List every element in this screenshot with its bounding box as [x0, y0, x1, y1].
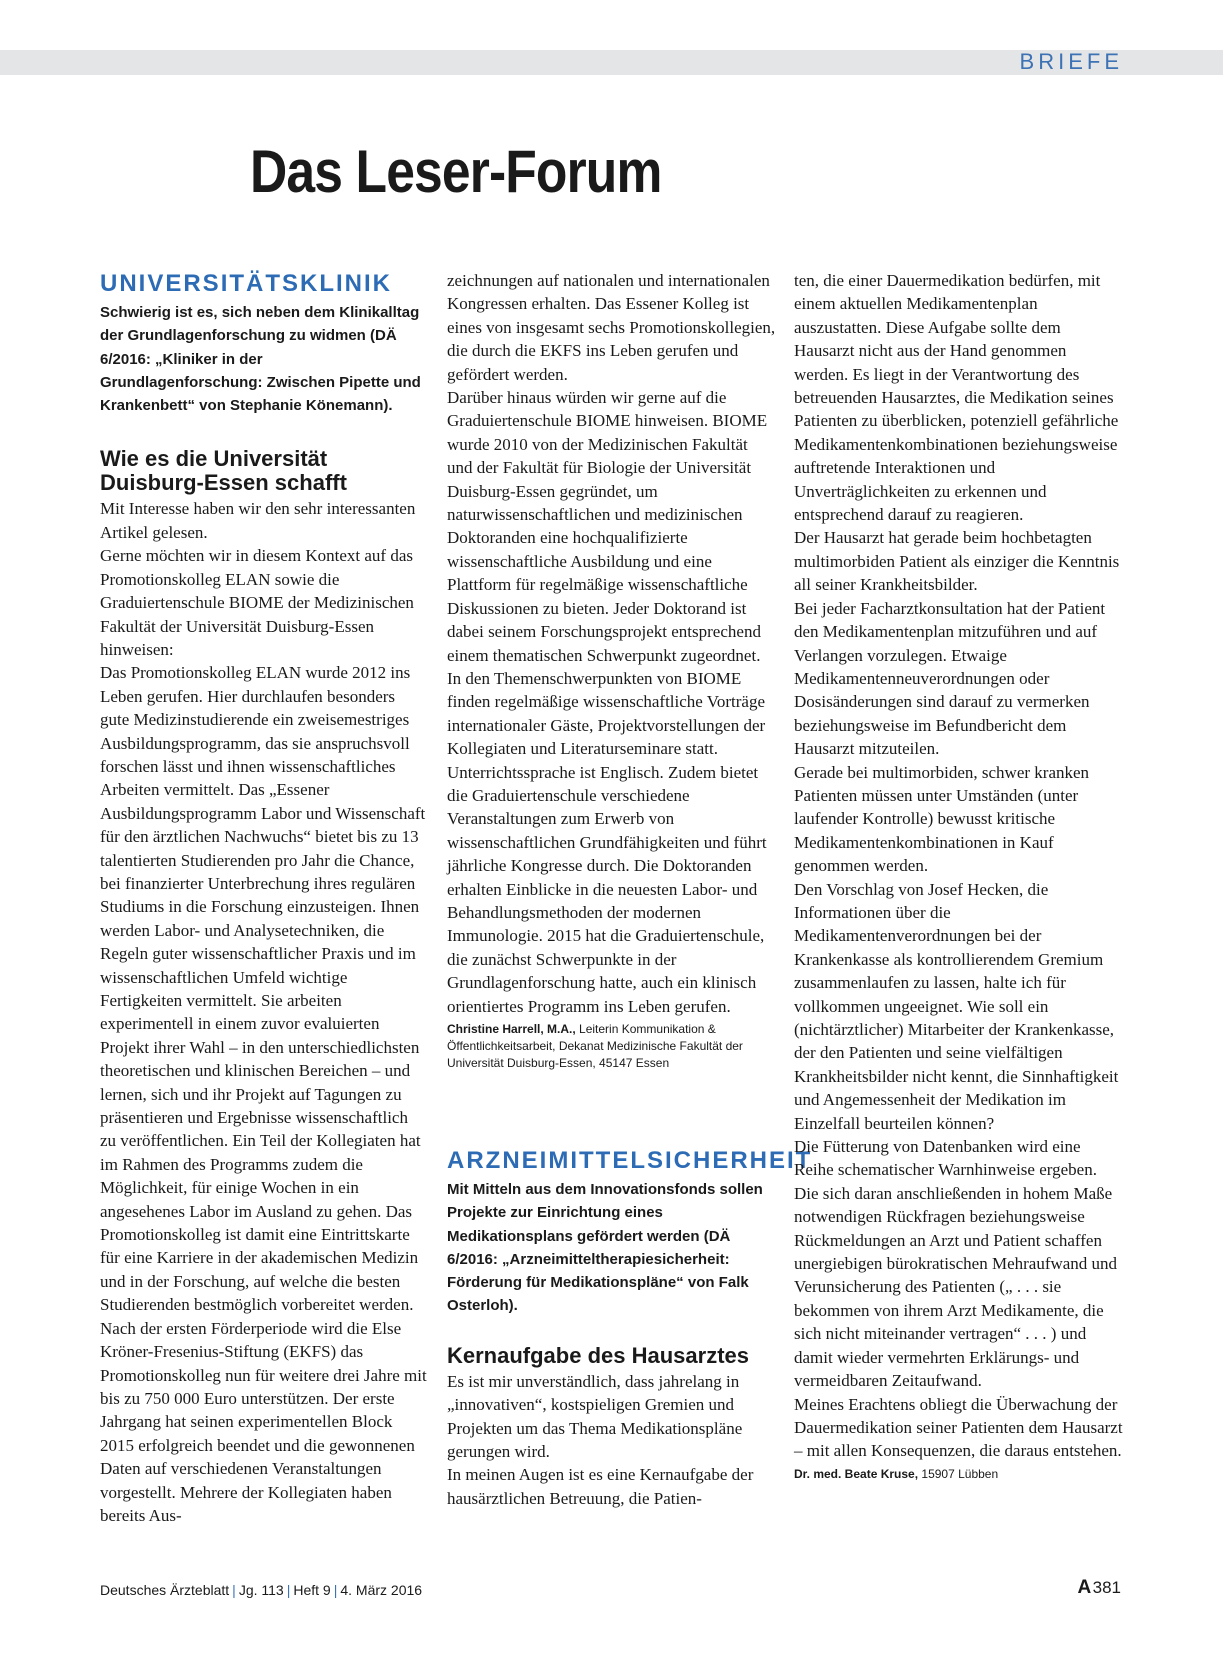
journal-volume: Jg. 113 [238, 1582, 284, 1598]
section-label: BRIEFE [1019, 49, 1123, 74]
letter1-lead: Schwierig ist es, sich neben dem Klinikalltag der Grundlagenforschung zu widmen (DÄ 6/2016: „Kliniker in der Grundlagenforschung: Zwischen Pipette und Krankenbett“ von Stephanie Könemann). [100, 304, 421, 415]
footer [100, 1580, 422, 1600]
paragraph: Bei jeder Facharztkonsultation hat der Patient den Medikamentenplan mitzuführen und auf Verlangen vorzulegen. Etwaige Medikamentenneuverordnungen oder Dosisänderungen sind darauf zu vermerken beziehungsweise im Befundbericht dem Hausarzt mitzuteilen. [794, 598, 1106, 759]
paragraph: Die Fütterung von Datenbanken wird eine Reihe schematischer Warnhinweise ergeben. Die sich daran anschließenden in hohem Maße notwendigen Rückfragen beziehungsweise Rückmeldungen an Arzt und Patient schaffen unergiebigen bürokratischen Mehraufwand und Verunsicherung des Patienten („ . . . sie bekommen von ihrem Arzt Medikamente, die sich nicht miteinander vertragen“ . . . ) und damit wieder vermehrten Erklärungs- und vermeidbaren Zeitaufwand. [794, 1137, 1118, 1391]
letter2-body-col2 [447, 1370, 777, 1510]
paragraph: Den Vorschlag von Josef Hecken, die Informationen über die Medikamentenverordnungen bei der Krankenkasse als kontrollierendem Gremium zusammenlaufen zu lassen, halte ich für vollkommen ungeeignet. Wie soll ein (nichtärztlicher) Mitarbeiter der Krankenkasse, der den Patienten und seine vielfältigen Krankheitsbilder nicht kennt, die Sinnhaftigkeit und Angemessenheit der Medikation im Einzelfall beurteilen können? [794, 879, 1119, 1133]
letter2-headline: Kernaufgabe des Hausarztes [447, 1342, 749, 1368]
page-title: Das Leser-Forum [250, 138, 662, 205]
signature-name: Christine Harrell, M.A., [447, 1022, 576, 1036]
page-number-value: 381 [1092, 1578, 1121, 1597]
journal-issue: Heft 9 [293, 1582, 331, 1598]
paragraph: Es ist mir unverständlich, dass jahrelang in „innovativen“, kostspieligen Gremien und Projekten um das Thema Medikationspläne gerungen wird. [447, 1371, 743, 1461]
footer-separator: | [333, 1582, 338, 1598]
paragraph: Gerne möchten wir in diesem Kontext auf das Promotionskolleg ELAN sowie die Graduiertenschule BIOME der Medizinischen Fakultät der Universität Duisburg-Essen hinweisen: [100, 546, 414, 659]
journal-name: Deutsches Ärzteblatt [100, 1582, 230, 1598]
column-1 [100, 269, 428, 1527]
paragraph: Der Hausarzt hat gerade beim hochbetagten multimorbiden Patient als einziger die Kenntnis all seiner Krankheitsbilder. [794, 528, 1120, 595]
column-2 [447, 269, 813, 1510]
signature-affiliation: 15907 Lübben [918, 1466, 999, 1481]
paragraph: Gerade bei multimorbiden, schwer kranken Patienten müssen unter Umständen (unter laufender Kontrolle) bewusst kritische Medikamentenkombinationen in Kauf genommen werden. [794, 762, 1090, 876]
letter1-signature [447, 1021, 777, 1072]
paragraph: Das Promotionskolleg ELAN wurde 2012 ins Leben gerufen. Hier durchlaufen besonders gute Medizinstudierende ein zweisemestriges Ausbildungsprogramm, das sie anspruchsvoll forschen lässt und ihnen wissenschaftliches Arbeiten vermittelt. Das „Essener Ausbildungsprogramm Labor und Wissenschaft für den ärztlichen Nachwuchs“ bietet bis zu 13 talentierten Studierenden pro Jahr die Chance, bei finanzierter Unterbrechung ihres regulären Studiums in die Forschung einzusteigen. Ihnen werden Labor- und Analysetechniken, die Regeln guter wissenschaftlicher Praxis und im wissenschaftlichen Umfeld wichtige Fertigkeiten vermittelt. Sie arbeiten experimentell in einem zuvor evaluierten Projekt ihrer Wahl – in den unterschiedlichsten theoretischen und klinischen Bereichen – und lernen, sich und ihr Projekt auf Tagungen zu präsentieren und Ergebnisse wissenschaftlich zu veröffentlichen. Ein Teil der Kollegiaten hat im Rahmen des Programms zudem die Möglichkeit, für einige Wochen in ein angesehenes Labor im Ausland zu gehen. Das Promotionskolleg ist damit eine Eintrittskarte für eine Karriere in der akademischen Medizin und in der Forschung, auf welche die besten Studierenden bestmöglich vorbereitet werden. Nach der ersten Förderperiode wird die Else Kröner-Fresenius-Stiftung (EKFS) das Promotionskolleg nun für weitere drei Jahre mit bis zu 750 000 Euro unterstützen. Der erste Jahrgang hat seinen experimentellen Block 2015 erfolgreich beendet und die gewonnenen Daten auf verschiedenen Veranstaltungen vorgestellt. Mehrere der Kollegiaten haben bereits Aus- [100, 663, 427, 1525]
signature-name: Dr. med. Beate Kruse, [794, 1466, 919, 1481]
letter2-lead: Mit Mitteln aus dem Innovationsfonds sollen Projekte zur Einrichtung eines Medikationsplans gefördert werden (DÄ 6/2016: „Arzneimitteltherapiesicherheit: Förderung für Medikationspläne“ von Falk Osterloh). [447, 1181, 763, 1315]
journal-date: 4. März 2016 [340, 1582, 423, 1598]
letter2-body-col3 [794, 269, 1124, 1463]
paragraph: ten, die einer Dauermedikation bedürfen, mit einem aktuellen Medikamentenplan auszustatten. Diese Aufgabe sollte dem Hausarzt nicht aus der Hand genommen werden. Es liegt in der Verantwortung des betreuenden Hausarztes, die Medikation seines Patienten zu überblicken, potenziell gefährliche Medikamentenkombinationen beziehungsweise auftretende Interaktionen und Unverträglichkeiten zu erkennen und entsprechend darauf zu reagieren. [794, 271, 1119, 525]
letter1-headline: Wie es die Universität Duisburg-Essen schafft [100, 446, 347, 496]
footer-separator: | [232, 1582, 236, 1598]
page-prefix: A [1077, 1577, 1092, 1598]
footer-separator: | [286, 1582, 291, 1598]
signature-affiliation: Leiterin Kommunikation & Öffentlichkeitsarbeit, Dekanat Medizinische Fakultät der Universität Duisburg-Essen, 45147 Essen [447, 1022, 743, 1070]
column-3 [794, 269, 1124, 1483]
paragraph: zeichnungen auf nationalen und internationalen Kongressen erhalten. Das Essener Kolleg ist eines von insgesamt sechs Promotionskollegien, die durch die EKFS ins Leben gerufen und gefördert werden. [447, 271, 776, 384]
paragraph: In meinen Augen ist es eine Kernaufgabe der hausärztlichen Betreuung, die Patien- [447, 1465, 754, 1508]
page-number [1077, 1577, 1121, 1599]
paragraph: Meines Erachtens obliegt die Überwachung der Dauermedikation seiner Patienten dem Hausarzt – mit allen Konsequenzen, die daraus entstehen. [794, 1394, 1123, 1461]
paragraph: Mit Interesse haben wir den sehr interessanten Artikel gelesen. [100, 499, 416, 542]
letter1-body-col2 [447, 269, 777, 1018]
letter2-signature [794, 1466, 1124, 1483]
letter2-kicker: ARZNEIMITTELSICHERHEIT [447, 1147, 813, 1174]
letter1-kicker: UNIVERSITÄTSKLINIK [100, 270, 393, 297]
paragraph: Darüber hinaus würden wir gerne auf die Graduiertenschule BIOME hinweisen. BIOME wurde 2010 von der Medizinischen Fakultät und der Fakultät für Biologie der Universität Duisburg-Essen gegründet, um naturwissenschaftlichen und medizinischen Doktoranden eine hochqualifizierte wissenschaftliche Ausbildung und eine Plattform für regelmäßige wissenschaftliche Diskussionen zu bieten. Jeder Doktorand ist dabei seinem Forschungsprojekt entsprechend einem thematischen Schwerpunkt zugeordnet. In den Themenschwerpunkten von BIOME finden regelmäßige wissenschaftliche Vorträge internationaler Gäste, Projektvorstellungen der Kollegiaten und Literaturseminare statt. Unterrichtssprache ist Englisch. Zudem bietet die Graduiertenschule verschiedene Veranstaltungen zum Erwerb von wissenschaftlichen Grundfähigkeiten und führt jährliche Kongresse durch. Die Doktoranden erhalten Einblicke in die neuesten Labor- und Behandlungsmethoden der modernen Immunologie. 2015 hat die Graduiertenschule, die zunächst Schwerpunkte in der Grundlagenforschung hatte, auch ein klinisch orientiertes Programm ins Leben gerufen. [447, 388, 768, 1016]
letter1-body-col1 [100, 497, 428, 1527]
